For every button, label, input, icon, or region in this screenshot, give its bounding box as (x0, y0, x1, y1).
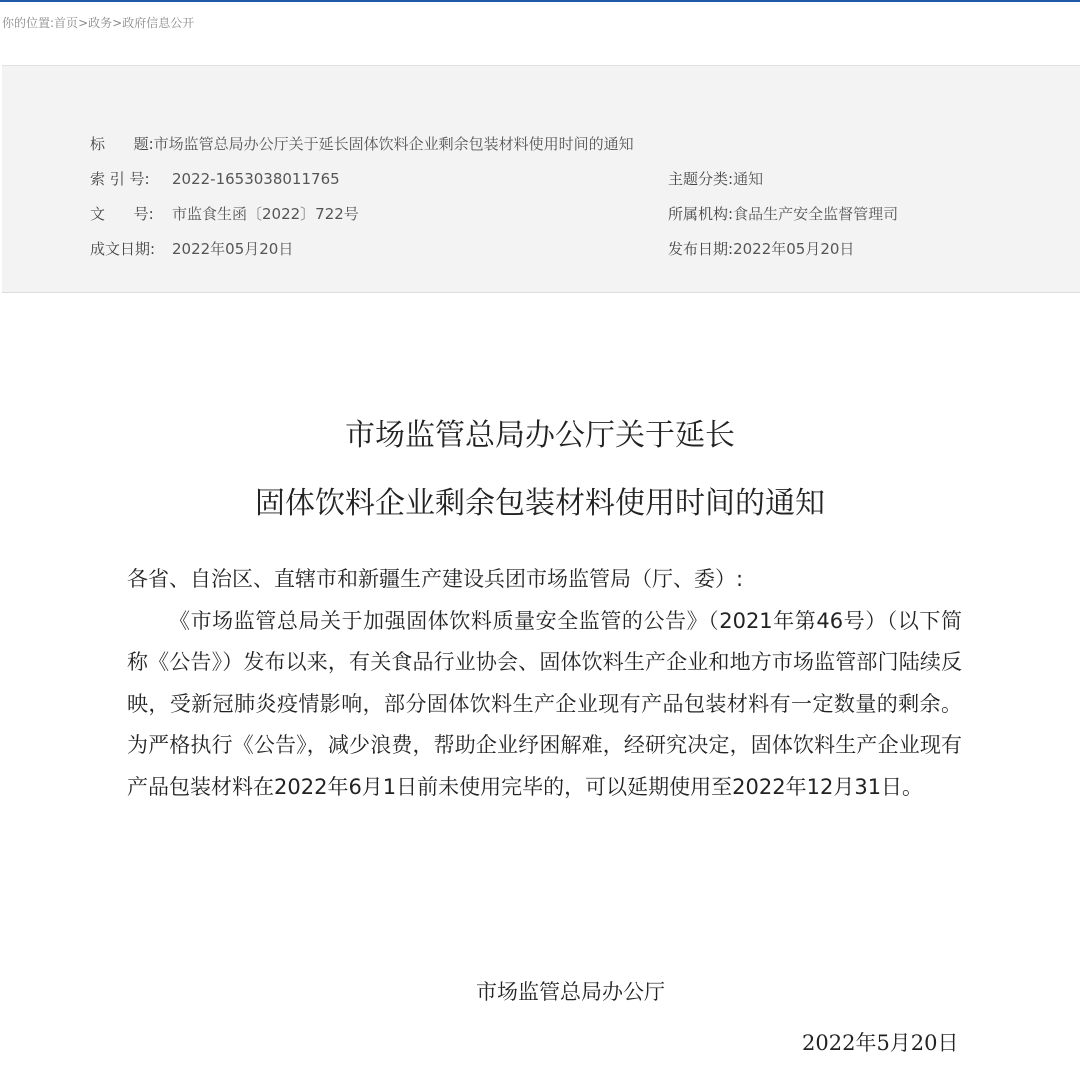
document-metadata-panel (2, 65, 1080, 293)
breadcrumb-home-link[interactable]: 首页 (54, 16, 79, 30)
document-body (127, 559, 962, 808)
meta-index-value: 2022-1653038011765 (172, 170, 340, 188)
breadcrumb-separator: > (78, 16, 89, 30)
top-accent-line (0, 0, 1080, 2)
meta-agency-row (668, 204, 898, 224)
breadcrumb-info-disclosure-link[interactable]: 政府信息公开 (122, 16, 195, 30)
meta-agency-value: 食品生产安全监督管理司 (733, 205, 899, 223)
meta-title-row (90, 134, 634, 154)
meta-agency-label: 所属机构: (668, 205, 734, 223)
breadcrumb (2, 14, 194, 31)
meta-written-date-label: 成文日期: (90, 240, 156, 258)
document-salutation: 各省、自治区、直辖市和新疆生产建设兵团市场监管局（厅、委）: (127, 567, 744, 591)
meta-index-row (90, 169, 340, 189)
meta-category-label: 主题分类: (668, 170, 734, 188)
meta-title-label: 标 题: (90, 135, 154, 153)
meta-category-row (668, 169, 763, 189)
meta-index-label: 索 引 号: (90, 170, 150, 188)
document-signature: 市场监管总局办公厅 (476, 980, 665, 1004)
meta-doc-no-value: 市监食生函〔2022〕722号 (172, 205, 359, 223)
meta-doc-no-label: 文 号: (90, 205, 154, 223)
breadcrumb-separator: > (112, 16, 123, 30)
meta-publish-date-label: 发布日期: (668, 240, 734, 258)
meta-publish-date-value: 2022年05月20日 (733, 240, 855, 258)
meta-written-date-value: 2022年05月20日 (172, 240, 294, 258)
document-title (0, 415, 1080, 525)
document-title-line2: 固体饮料企业剩余包装材料使用时间的通知 (255, 486, 825, 521)
document-title-line1: 市场监管总局办公厅关于延长 (345, 418, 735, 453)
document-date: 2022年5月20日 (802, 1031, 959, 1055)
meta-category-value: 通知 (733, 170, 764, 188)
meta-doc-no-row (90, 204, 359, 224)
document-paragraph: 《市场监管总局关于加强固体饮料质量安全监管的公告》（2021年第46号）（以下简称《公告》）发布以来，有关食品行业协会、固体饮料生产企业和地方市场监管部门陆续反映，受新冠肺炎疫情影响，部分固体饮料生产企业现有产品包装材料有一定数量的剩余。为严格执行《公告》，减少浪费，帮助企业纾困解难，经研究决定，固体饮料生产企业现有产品包装材料在2022年6月1日前未使用完毕的，可以延期使用至2022年12月31日。 (127, 608, 962, 799)
breadcrumb-politics-link[interactable]: 政务 (88, 16, 113, 30)
meta-publish-date-row (668, 239, 854, 259)
breadcrumb-prefix: 你的位置: (2, 16, 55, 30)
meta-written-date-row (90, 239, 293, 259)
meta-title-value: 市场监管总局办公厅关于延长固体饮料企业剩余包装材料使用时间的通知 (153, 135, 634, 153)
